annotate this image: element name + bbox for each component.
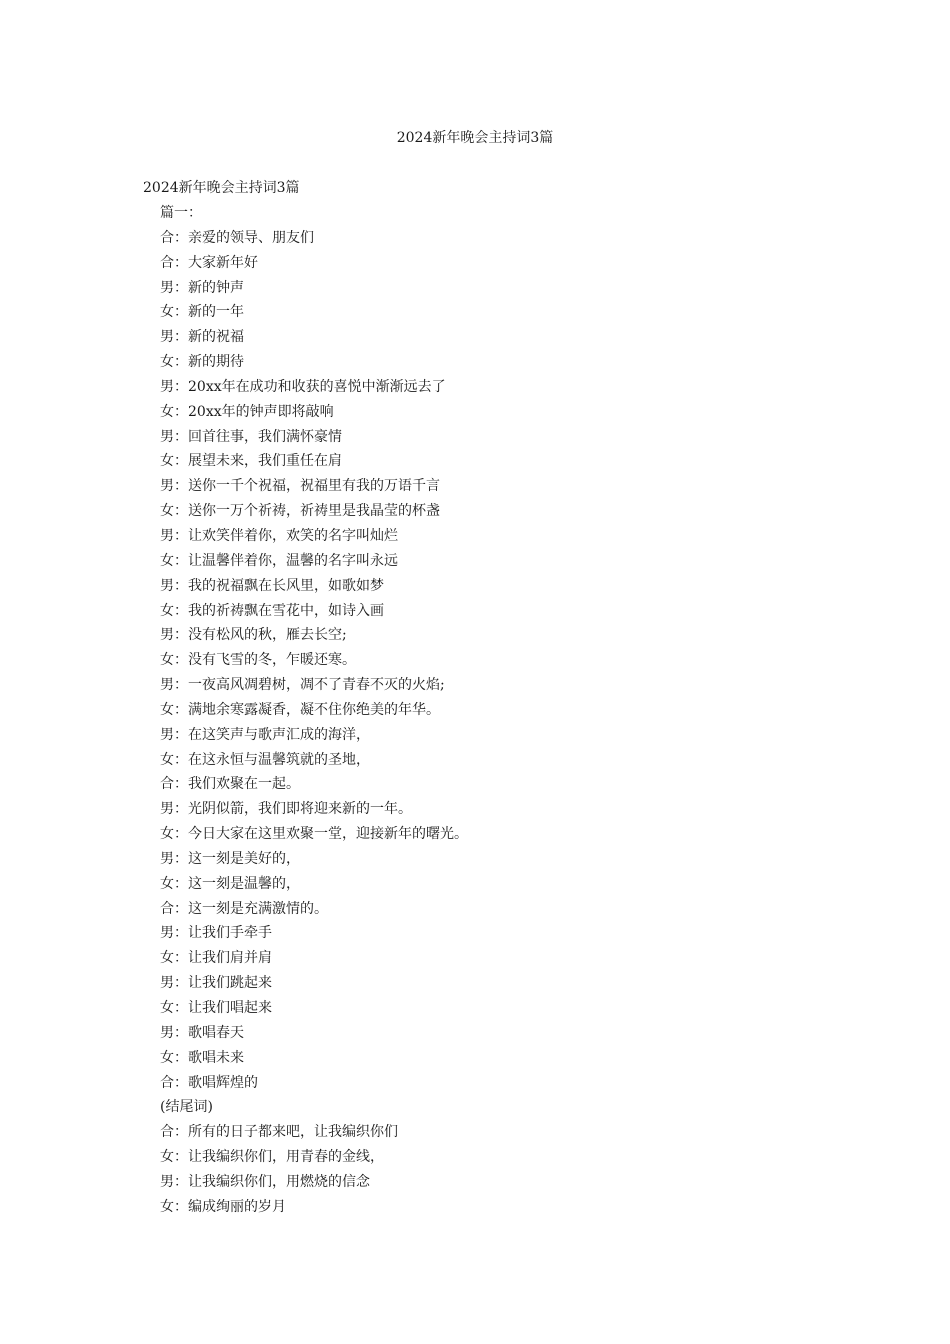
script-line: 合：我们欢聚在一起。 [160, 776, 300, 793]
script-line: 女：送你一万个祈祷，祈祷里是我晶莹的杯盏 [160, 503, 440, 520]
script-line: 女：20xx年的钟声即将敲响 [160, 403, 334, 420]
script-line: 男：让我们跳起来 [160, 975, 272, 992]
script-line: 女：新的一年 [160, 304, 244, 321]
script-line: 女：满地余寒露凝香，凝不住你绝美的年华。 [160, 701, 440, 718]
script-line: 女：今日大家在这里欢聚一堂，迎接新年的曙光。 [160, 826, 468, 843]
script-line: 男：回首往事，我们满怀豪情 [160, 428, 342, 445]
script-line: 女：编成绚丽的岁月 [160, 1198, 286, 1215]
script-line: 男：这一刻是美好的， [160, 850, 300, 867]
script-line: 男：一夜高风凋碧树，凋不了青春不灭的火焰; [160, 677, 445, 694]
script-line: 女：让温馨伴着你，温馨的名字叫永远 [160, 552, 398, 569]
script-line: 男：送你一千个祝福，祝福里有我的万语千言 [160, 478, 440, 495]
document-title: 2024新年晚会主持词3篇 [396, 130, 554, 146]
script-line: 合：歌唱辉煌的 [160, 1074, 258, 1091]
script-line: 合：亲爱的领导、朋友们 [160, 229, 314, 246]
script-line: 男：光阴似箭，我们即将迎来新的一年。 [160, 801, 412, 818]
script-line: 男：没有松风的秋，雁去长空; [160, 627, 347, 644]
script-line: 女：这一刻是温馨的， [160, 875, 300, 892]
script-line: 合：这一刻是充满激情的。 [160, 900, 328, 917]
script-line: 女：在这永恒与温馨筑就的圣地， [160, 751, 370, 768]
script-line: 女：让我们唱起来 [160, 1000, 272, 1016]
script-line: 篇一： [160, 205, 202, 221]
script-line: 男：新的钟声 [160, 279, 244, 296]
document-subtitle: 2024新年晚会主持词3篇 [143, 180, 300, 196]
script-line: 女：新的期待 [160, 354, 244, 371]
script-line: 男：我的祝福飘在长风里，如歌如梦 [160, 577, 384, 594]
script-line: (结尾词) [160, 1099, 213, 1116]
script-line: 女：让我编织你们，用青春的金线， [160, 1149, 384, 1166]
script-line: 女：没有飞雪的冬，乍暖还寒。 [160, 652, 356, 669]
script-line: 女：我的祈祷飘在雪花中，如诗入画 [160, 602, 384, 619]
script-line: 男：让欢笑伴着你，欢笑的名字叫灿烂 [160, 527, 398, 544]
script-line: 男：新的祝福 [160, 329, 244, 346]
script-line: 男：歌唱春天 [160, 1024, 244, 1041]
script-line: 女：让我们肩并肩 [160, 950, 272, 967]
script-line: 合：所有的日子都来吧，让我编织你们 [160, 1124, 398, 1141]
script-line: 男：在这笑声与歌声汇成的海洋， [160, 726, 370, 743]
script-lines [160, 203, 468, 1222]
script-line: 女：展望未来，我们重任在肩 [160, 453, 342, 470]
script-line: 男：让我编织你们，用燃烧的信念 [160, 1173, 370, 1190]
script-line: 男：20xx年在成功和收获的喜悦中渐渐远去了 [160, 378, 446, 395]
script-line: 女：歌唱未来 [160, 1049, 244, 1066]
script-line: 合：大家新年好 [160, 254, 258, 271]
script-line: 男：让我们手牵手 [160, 925, 272, 942]
